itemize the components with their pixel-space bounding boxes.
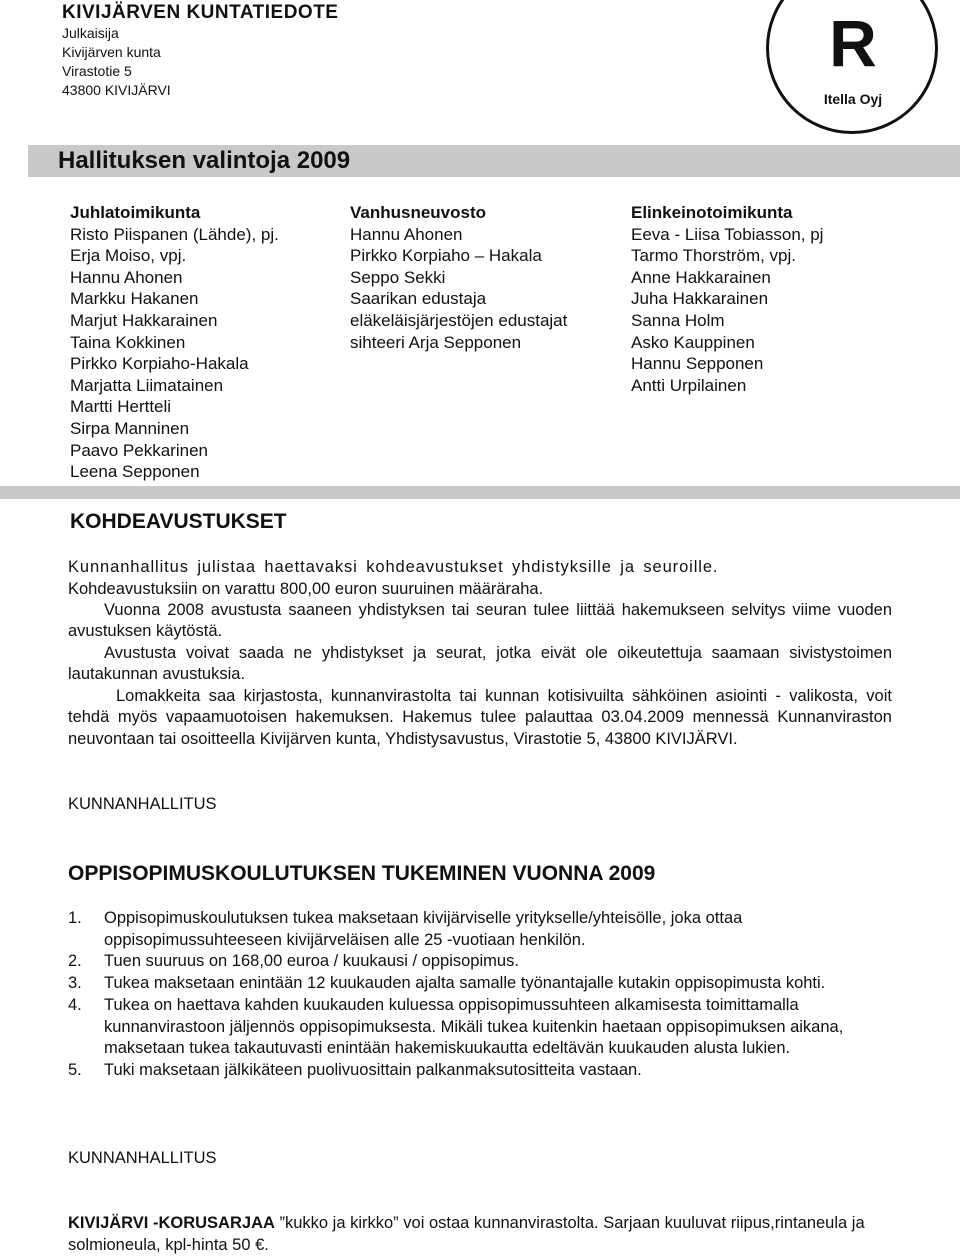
list-item bbox=[68, 973, 898, 995]
member-line: Antti Urpilainen bbox=[631, 375, 747, 395]
list-text: Tukea maksetaan enintään 12 kuukauden ajalta samalle työnantajalle kutakin oppisopimusta kohti. bbox=[104, 974, 826, 993]
logo-text: Itella Oyj bbox=[823, 91, 883, 107]
member-line: Sirpa Manninen bbox=[70, 418, 190, 438]
member-line: Juha Hakkarainen bbox=[631, 289, 769, 309]
section-heading-kohdeavustukset: KOHDEAVUSTUKSET bbox=[70, 510, 287, 533]
list-number: 3. bbox=[68, 974, 82, 993]
publisher-postal: 43800 KIVIJÄRVI bbox=[62, 82, 171, 98]
member-line: Erja Moiso, vpj. bbox=[70, 246, 187, 266]
member-line: Hannu Ahonen bbox=[350, 224, 463, 244]
list-number: 5. bbox=[68, 1060, 82, 1079]
member-line: Taina Kokkinen bbox=[70, 332, 186, 352]
committee-column-vanhus bbox=[350, 202, 567, 353]
signature: KUNNANHALLITUS bbox=[68, 795, 217, 813]
section-heading-oppisopimus: OPPISOPIMUSKOULUTUKSEN TUKEMINEN VUONNA 2009 bbox=[68, 862, 656, 885]
notice-title: KIVIJÄRVI -KORUSARJAA bbox=[68, 1214, 275, 1232]
column-heading: Juhlatoimikunta bbox=[70, 203, 201, 222]
list-text: Tuki maksetaan jälkikäteen puolivuosittain palkanmaksutositteita vastaan. bbox=[104, 1060, 642, 1079]
member-line: sihteeri Arja Sepponen bbox=[350, 332, 522, 352]
paragraph: Lomakkeita saa kirjastosta, kunnanvirastolta tai kunnan kotisivuilta sähköinen asiointi - valikosta, voit tehdä myös vapaamuotoisen hakemuksen. Hakemus tulee palauttaa 03.04.2009 mennessä Kunnanviraston neuvontaan tai osoitteella Kivijärven kunta, Yhdistysavustus, Virastotie 5, 43800 KIVIJÄRVI. bbox=[68, 687, 892, 748]
committee-column-juhla bbox=[70, 202, 279, 483]
page-title: Hallituksen valintoja 2009 bbox=[58, 147, 351, 174]
list-item bbox=[68, 951, 898, 973]
list-number: 2. bbox=[68, 952, 82, 971]
paragraph: Avustusta voivat saada ne yhdistykset ja seurat, jotka eivät ole oikeutettuja saamaan sivistystoimen lautakunnan avustuksia. bbox=[68, 644, 892, 684]
member-line: Pirkko Korpiaho – Hakala bbox=[350, 246, 542, 266]
logo-letter: R bbox=[829, 6, 877, 80]
list-text: Tukea on haettava kahden kuukauden kuluessa oppisopimussuhteen alkamisesta toimittamalla kunnanvirastoon jäljennös oppisopimuksesta. Mikäli tukea kuitenkin haetaan oppisopimuksen aikana, maksetaan tukea takautuvasti enintään hakemiskuukautta edeltävän kuukauden alusta lukien. bbox=[104, 995, 844, 1058]
member-line: Paavo Pekkarinen bbox=[70, 440, 208, 460]
member-line: Marjut Hakkarainen bbox=[70, 310, 218, 330]
member-line: Leena Sepponen bbox=[70, 462, 200, 482]
member-line: Anne Hakkarainen bbox=[631, 267, 771, 287]
member-line: Saarikan edustaja bbox=[350, 289, 487, 309]
member-line: Tarmo Thorström, vpj. bbox=[631, 246, 797, 266]
signature: KUNNANHALLITUS bbox=[68, 1149, 217, 1167]
column-heading: Elinkeinotoimikunta bbox=[631, 203, 793, 222]
list-item bbox=[68, 995, 898, 1060]
column-heading: Vanhusneuvosto bbox=[350, 203, 487, 222]
list-text: Oppisopimuskoulutuksen tukea maksetaan kivijärviselle yritykselle/yhteisölle, joka ottaa oppisopimussuhteeseen kivijärveläisen alle 25 -vuotiaan henkilön. bbox=[104, 909, 743, 949]
committee-column-elinkeino bbox=[631, 202, 823, 396]
member-line: Risto Piispanen (Lähde), pj. bbox=[70, 224, 279, 244]
member-line: Hannu Sepponen bbox=[631, 354, 764, 374]
paragraph: Kunnanhallitus julistaa haettavaksi kohdeavustukset yhdistyksille ja seuroille. bbox=[68, 558, 719, 576]
member-line: Marjatta Liimatainen bbox=[70, 375, 224, 395]
masthead bbox=[62, 2, 338, 100]
paragraph: Vuonna 2008 avustusta saaneen yhdistyksen tai seuran tulee liittää hakemukseen selvitys viime vuoden avustuksen käytöstä. bbox=[68, 601, 892, 641]
member-line: Sanna Holm bbox=[631, 310, 725, 330]
publisher-label: Julkaisija bbox=[62, 25, 119, 41]
list-item bbox=[68, 1060, 898, 1082]
publisher-street: Virastotie 5 bbox=[62, 63, 132, 79]
member-line: Hannu Ahonen bbox=[70, 267, 183, 287]
member-line: Asko Kauppinen bbox=[631, 332, 755, 352]
member-line: eläkeläisjärjestöjen edustajat bbox=[350, 310, 568, 330]
publisher-name: Kivijärven kunta bbox=[62, 44, 161, 60]
member-line: Eeva - Liisa Tobiasson, pj bbox=[631, 224, 824, 244]
notice-text: ”kukko ja kirkko” voi ostaa kunnanvirastolta. Sarjaan kuuluvat riipus,rintaneula ja solmioneula, kpl-hinta 50 €. bbox=[68, 1214, 865, 1254]
bulletin-title: KIVIJÄRVEN KUNTATIEDOTE bbox=[62, 2, 339, 23]
member-line: Markku Hakanen bbox=[70, 289, 199, 309]
list-text: Tuen suuruus on 168,00 euroa / kuukausi / oppisopimus. bbox=[104, 952, 519, 971]
section-divider bbox=[0, 486, 960, 499]
numbered-list bbox=[68, 908, 898, 1082]
member-line: Martti Hertteli bbox=[70, 397, 172, 417]
list-number: 1. bbox=[68, 909, 82, 927]
korusarja-notice bbox=[68, 1212, 908, 1256]
member-line: Pirkko Korpiaho-Hakala bbox=[70, 354, 249, 374]
list-number: 4. bbox=[68, 995, 82, 1014]
paragraph: Kohdeavustuksiin on varattu 800,00 euron suuruinen määräraha. bbox=[68, 580, 544, 598]
list-item bbox=[68, 908, 898, 951]
member-line: Seppo Sekki bbox=[350, 267, 446, 287]
